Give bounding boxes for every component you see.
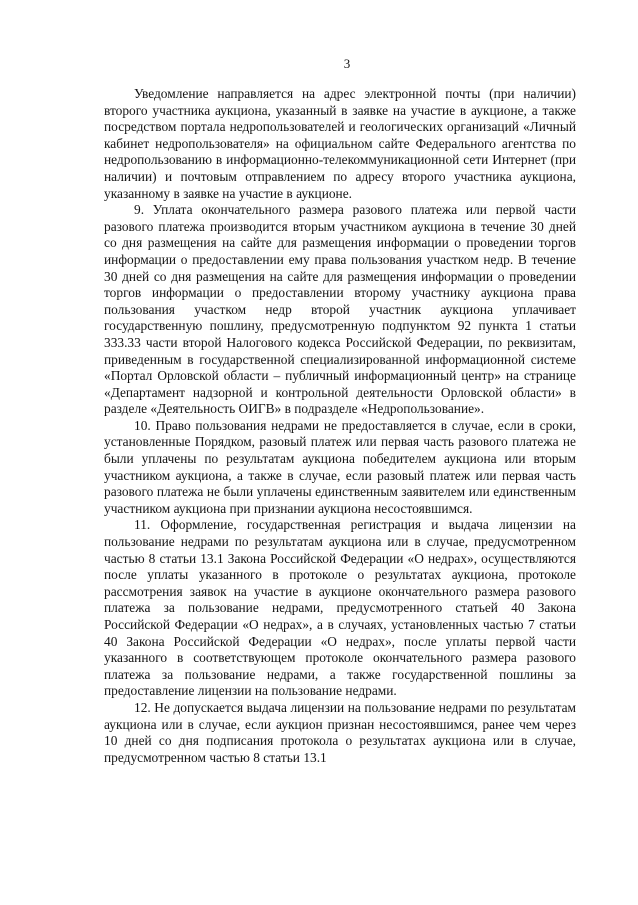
paragraph-11: 11. Оформление, государственная регистрация и выдача лицензии на пользование недрами по результатам аукциона или в случае, предусмотренном частью 8 статьи 13.1 Закона Российской Федерации «О недрах», осуществляются после уплаты указанного в протоколе о результатах аукциона, протоколе рассмотрения заявок на участие в аукционе окончательного размера разового платежа за пользование недрами, предусмотренного статьей 40 Закона Российской Федерации «О недрах», а в случаях, установленных частью 7 статьи 40 Закона Российской Федерации «О недрах», после уплаты первой части указанного в соответствующем протоколе окончательного размера разового платежа за пользование недрами, а также государственной пошлины за предоставление лицензии на пользование недрами.: [104, 517, 576, 699]
paragraph-12: 12. Не допускается выдача лицензии на пользование недрами по результатам аукциона или в случае, если аукцион признан несостоявшимся, ранее чем через 10 дней со дня подписания протокола о результатах аукциона или в случае, предусмотренном частью 8 статьи 13.1: [104, 699, 576, 765]
paragraph-notification: Уведомление направляется на адрес электронной почты (при наличии) второго участника аукциона, указанный в заявке на участие в аукционе, а также посредством портала недропользователей и геологических организаций «Личный кабинет недропользователя» на официальном сайте Федерального агентства по недропользованию в информационно-телекоммуникационной сети Интернет (при наличии) и почтовым отправлением по адресу второго участника аукциона, указанному в заявке на участие в аукционе.: [104, 86, 576, 201]
paragraph-10: 10. Право пользования недрами не предоставляется в случае, если в сроки, установленные Порядком, разовый платеж или первая часть разового платежа не были уплачены по результатам аукциона победителем аукциона или вторым участником аукциона, а также в случае, если разовый платеж или первая часть разового платежа не были уплачены единственным заявителем или единственным участником аукциона при признании аукциона несостоявшимся.: [104, 417, 576, 516]
paragraph-9: 9. Уплата окончательного размера разового платежа или первой части разового платежа производится вторым участником аукциона в течение 30 дней со дня размещения на сайте для размещения информации о проведении торгов информации о предоставлении ему права пользования участком недр. В течение 30 дней со дня размещения на сайте для размещения информации о проведении торгов информации о предоставлении второму участнику аукциона права пользования участком недр второй участник аукциона уплачивает государственную пошлину, предусмотренную подпунктом 92 пункта 1 статьи 333.33 части второй Налогового кодекса Российской Федерации, по реквизитам, приведенным в государственной специализированной информационной системе «Портал Орловской области – публичный информационный центр» на странице «Департамент надзорной и контрольной деятельности Орловской области» в разделе «Деятельность ОИГВ» в подразделе «Недропользование».: [104, 202, 576, 417]
page-number: 3: [343, 56, 351, 71]
